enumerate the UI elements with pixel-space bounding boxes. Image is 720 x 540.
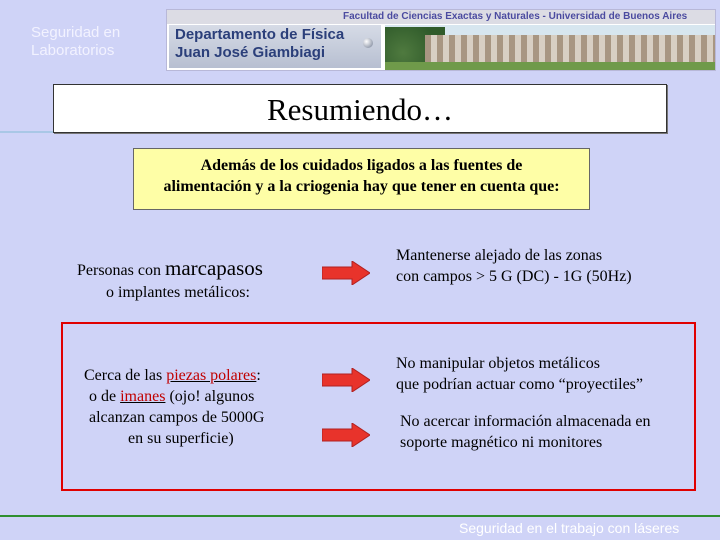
pole-text-c: : <box>256 367 261 384</box>
pacemaker-advice-line2: con campos > 5 G (DC) - 1G (50Hz) <box>396 268 632 285</box>
pole-pieces-highlight: piezas polares <box>166 367 257 384</box>
footer-divider <box>0 515 720 517</box>
arrow-right-icon <box>322 261 370 285</box>
header-title <box>31 24 151 60</box>
pacemaker-keyword: marcapasos <box>164 256 263 280</box>
footer-title: Seguridad en el trabajo con láseres <box>459 520 680 536</box>
magnets-text-a: o de <box>89 388 121 405</box>
implants-text: o implantes metálicos: <box>106 284 250 301</box>
magnets-text-c: (ojo! algunos <box>165 388 255 405</box>
intro-note-line2: alimentación y a la criogenia hay que tener en cuenta que: <box>163 178 560 195</box>
header-title-line1: Seguridad en <box>31 24 121 41</box>
field-strength-line3: alcanzan campos de 5000G <box>89 409 265 426</box>
department-banner <box>166 9 716 71</box>
magnets-line2 <box>89 388 254 406</box>
magnetic-media-advice-line2: soporte magnético ni monitores <box>400 434 603 451</box>
header-divider <box>0 131 60 133</box>
faculty-name: Facultad de Ciencias Exactas y Naturales - Universidad de Buenos Aires <box>343 11 688 22</box>
slide-title-box <box>53 84 667 133</box>
building-photo <box>385 25 715 70</box>
department-name: Departamento de Física <box>175 26 345 43</box>
pacemaker-advice-line1: Mantenerse alejado de las zonas <box>396 247 603 264</box>
arrow-right-icon <box>322 368 370 392</box>
magnet-warning-frame <box>61 322 696 491</box>
sphere-logo-icon <box>363 38 373 48</box>
projectiles-advice-line2: que podrían actuar como “proyectiles” <box>396 376 643 393</box>
projectiles-advice-line1: No manipular objetos metálicos <box>396 355 600 372</box>
magnets-highlight: imanes <box>120 388 166 405</box>
slide-title: Resumiendo… <box>267 92 453 127</box>
pole-text-a: Cerca de las <box>84 367 167 384</box>
pacemaker-prefix: Personas con <box>77 262 165 279</box>
header-title-line2: Laboratorios <box>31 42 115 59</box>
grass-graphic <box>385 62 715 70</box>
building-graphic <box>425 35 715 63</box>
department-person: Juan José Giambiagi <box>175 44 326 61</box>
magnetic-media-advice-line1: No acercar información almacenada en <box>400 413 651 430</box>
intro-note <box>133 148 590 210</box>
arrow-right-icon <box>322 423 370 447</box>
field-strength-line4: en su superficie) <box>128 430 234 447</box>
pacemaker-condition <box>77 256 263 281</box>
pole-pieces-line1 <box>84 367 261 385</box>
intro-note-line1: Además de los cuidados ligados a las fuentes de <box>200 157 523 174</box>
